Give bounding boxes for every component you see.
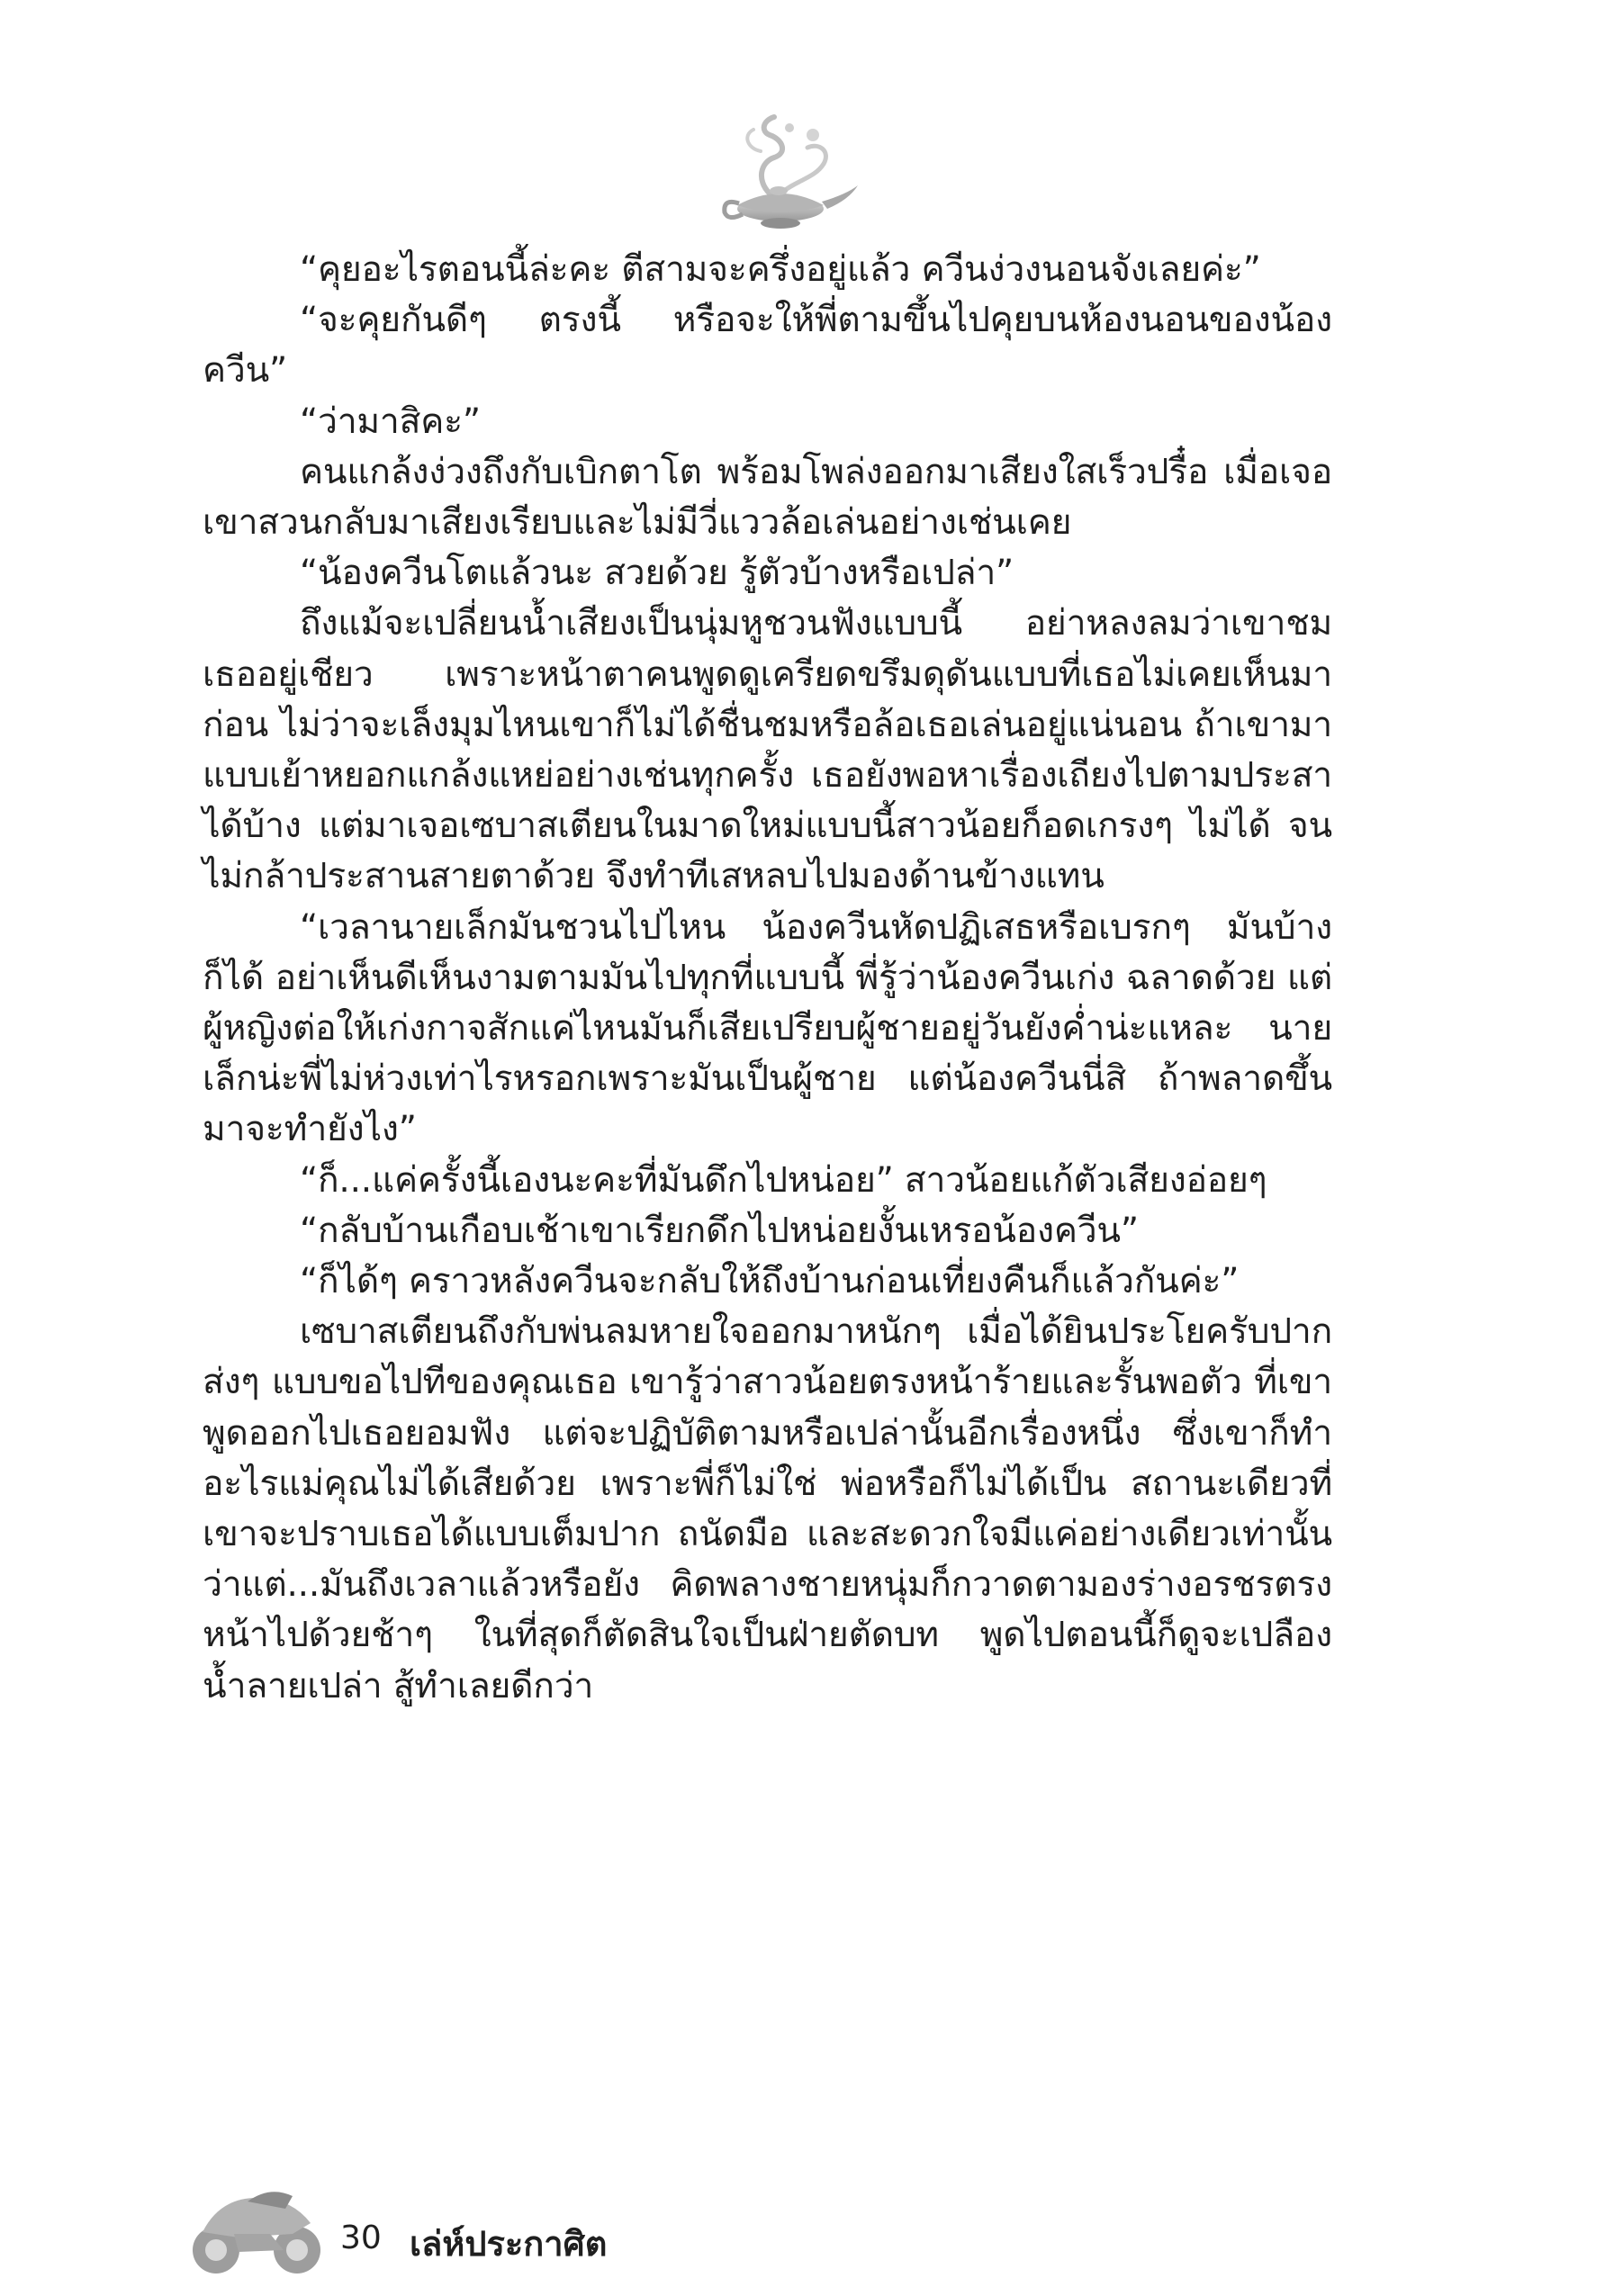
paragraph: “น้องควีนโตแล้วนะ สวยด้วย รู้ตัวบ้างหรือเปล่า” bbox=[300, 553, 1014, 594]
body-text bbox=[203, 245, 1332, 1712]
paragraph: คนแกล้งง่วงถึงกับเบิกตาโต พร้อมโพล่งออกมาเสียงใสเร็วปรื๋อ เมื่อเจอเขาสวนกลับมาเสียงเรียบและไม่มีวี่แววล้อเล่นอย่างเช่นเคย bbox=[203, 451, 1332, 544]
genie-lamp-icon bbox=[707, 108, 864, 234]
paragraph: “คุยอะไรตอนนี้ล่ะคะ ตีสามจะครึ่งอยู่แล้ว ควีนง่วงนอนจังเลยค่ะ” bbox=[300, 249, 1261, 290]
book-title: เล่ห์ประกาศิต bbox=[410, 2224, 608, 2264]
paragraph: เซบาสเตียนถึงกับพ่นลมหายใจออกมาหนักๆ เมื่อได้ยินประโยครับปากส่งๆ แบบขอไปทีของคุณเธอ เขารู้ว่าสาวน้อยตรงหน้าร้ายและรั้นพอตัว ที่เขาพูดออกไปเธอยอมฟัง แต่จะปฏิบัติตามหรือเปล่านั้นอีกเรื่องหนึ่ง ซึ่งเขาก็ทำอะไรแม่คุณไม่ได้เสียด้วย เพราะพี่ก็ไม่ใช่ พ่อหรือก็ไม่ได้เป็น สถานะเดียวที่เขาจะปราบเธอได้แบบเต็มปาก ถนัดมือ และสะดวกใจมีแค่อย่างเดียวเท่านั้น ว่าแต่...มันถึงเวลาแล้วหรือยัง คิดพลางชายหนุ่มก็กวาดตามองร่างอรชรตรงหน้าไปด้วยช้าๆ ในที่สุดก็ตัดสินใจเป็นฝ่ายตัดบท พูดไปตอนนี้ก็ดูจะเปลืองน้ำลายเปล่า สู้ทำเลยดีกว่า bbox=[203, 1311, 1332, 1706]
motorcycle-icon bbox=[185, 2178, 329, 2277]
paragraph: “ว่ามาสิคะ” bbox=[300, 401, 481, 442]
paragraph: “ก็ได้ๆ คราวหลังควีนจะกลับให้ถึงบ้านก่อนเที่ยงคืนก็แล้วกันค่ะ” bbox=[300, 1261, 1240, 1302]
paragraph: “เวลานายเล็กมันชวนไปไหน น้องควีนหัดปฏิเสธหรือเบรกๆ มันบ้างก็ได้ อย่าเห็นดีเห็นงามตามมันไปทุกที่แบบนี้ พี่รู้ว่าน้องควีนเก่ง ฉลาดด้วย แต่ผู้หญิงต่อให้เก่งกาจสักแค่ไหนมันก็เสียเปรียบผู้ชายอยู่วันยังค่ำน่ะแหละ นายเล็กน่ะพี่ไม่ห่วงเท่าไรหรอกเพราะมันเป็นผู้ชาย แต่น้องควีนนี่สิ ถ้าพลาดขึ้นมาจะทำยังไง” bbox=[203, 906, 1332, 1150]
paragraph: “ก็...แค่ครั้งนี้เองนะคะที่มันดึกไปหน่อย” สาวน้อยแก้ตัวเสียงอ่อยๆ bbox=[300, 1159, 1267, 1201]
paragraph: “จะคุยกันดีๆ ตรงนี้ หรือจะให้พี่ตามขึ้นไปคุยบนห้องนอนของน้องควีน” bbox=[203, 300, 1332, 392]
paragraph: “กลับบ้านเกือบเช้าเขาเรียกดึกไปหน่อยงั้นเหรอน้องควีน” bbox=[300, 1210, 1139, 1251]
page-number: 30 bbox=[340, 2219, 382, 2256]
paragraph: ถึงแม้จะเปลี่ยนน้ำเสียงเป็นนุ่มหูชวนฟังแบบนี้ อย่าหลงลมว่าเขาชมเธออยู่เชียว เพราะหน้าตาคนพูดดูเครียดขรึมดุดันแบบที่เธอไม่เคยเห็นมาก่อน ไม่ว่าจะเล็งมุมไหนเขาก็ไม่ได้ชื่นชมหรือล้อเธอเล่นอยู่แน่นอน ถ้าเขามาแบบเย้าหยอกแกล้งแหย่อย่างเช่นทุกครั้ง เธอยังพอหาเรื่องเถียงไปตามประสาได้บ้าง แต่มาเจอเซบาสเตียนในมาดใหม่แบบนี้สาวน้อยก็อดเกรงๆ ไม่ได้ จนไม่กล้าประสานสายตาด้วย จึงทำทีเสหลบไปมองด้านข้างแทน bbox=[203, 603, 1332, 897]
